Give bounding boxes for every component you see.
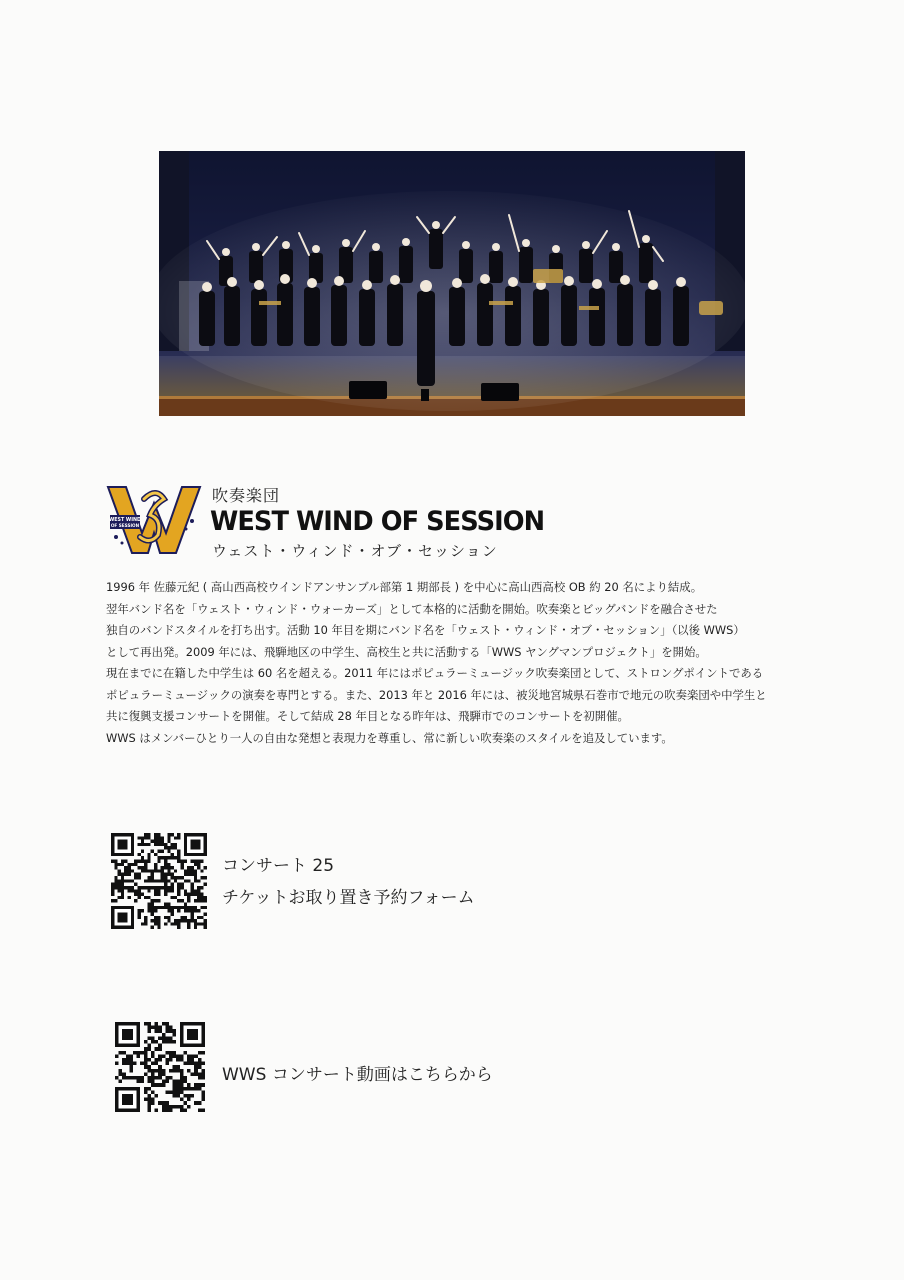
history-line: WWS はメンバーひとり一人の自由な発想と表現力を尊重し、常に新しい吹奏楽のスタイルを追及しています。	[106, 730, 673, 745]
band-history-text	[106, 577, 806, 749]
history-line: 現在までに在籍した中学生は 60 名を超える。2011 年にはポピュラーミュージック吹奏楽団として、ストロングポイントである	[106, 666, 764, 680]
concert-video-label: WWS コンサート動画はこちらから	[222, 1065, 493, 1085]
history-line: 共に復興支援コンサートを開催。そして結成 28 年目となる昨年は、飛騨市でのコンサートを初開催。	[106, 709, 629, 723]
svg-text:OF SESSION: OF SESSION	[110, 523, 140, 528]
history-line: として再出発。2009 年には、飛騨地区の中学生、高校生と共に活動する「WWS ヤングマンプロジェクト」を開始。	[106, 644, 707, 659]
history-line: ポピュラーミュージックの演奏を専門とする。また、2013 年と 2016 年には、被災地宮城県石巻市で地元の吹奏楽団や中学生と	[106, 687, 767, 702]
brand-jp-name: 吹奏楽団	[212, 486, 281, 505]
brand-katakana: ウェスト・ウィンド・オブ・セッション	[212, 542, 498, 560]
brand-title: WEST WIND OF SESSION	[210, 506, 545, 537]
ticket-form-qr-code-icon[interactable]	[111, 833, 207, 929]
ticket-form-label: チケットお取り置き予約フォーム	[222, 888, 475, 908]
svg-text:WEST WIND: WEST WIND	[108, 518, 142, 523]
history-line: 翌年バンド名を「ウェスト・ウィンド・ウォーカーズ」として本格的に活動を開始。吹奏楽とビッグバンドを融合させた	[106, 601, 718, 616]
history-line: 独自のバンドスタイルを打ち出す。活動 10 年目を期にバンド名を「ウェスト・ウィンド・オブ・セッション」（以後 WWS）	[106, 623, 745, 637]
wws-logo-icon	[106, 481, 202, 559]
concert-video-qr-code-icon[interactable]	[115, 1022, 205, 1112]
concert-photo	[159, 151, 745, 416]
concert-25-label: コンサート 25	[222, 856, 335, 876]
history-line: 1996 年 佐藤元紀 ( 高山西高校ウインドアンサンブル部第 1 期部長 ) を中心に高山西高校 OB 約 20 名により結成。	[106, 580, 703, 594]
